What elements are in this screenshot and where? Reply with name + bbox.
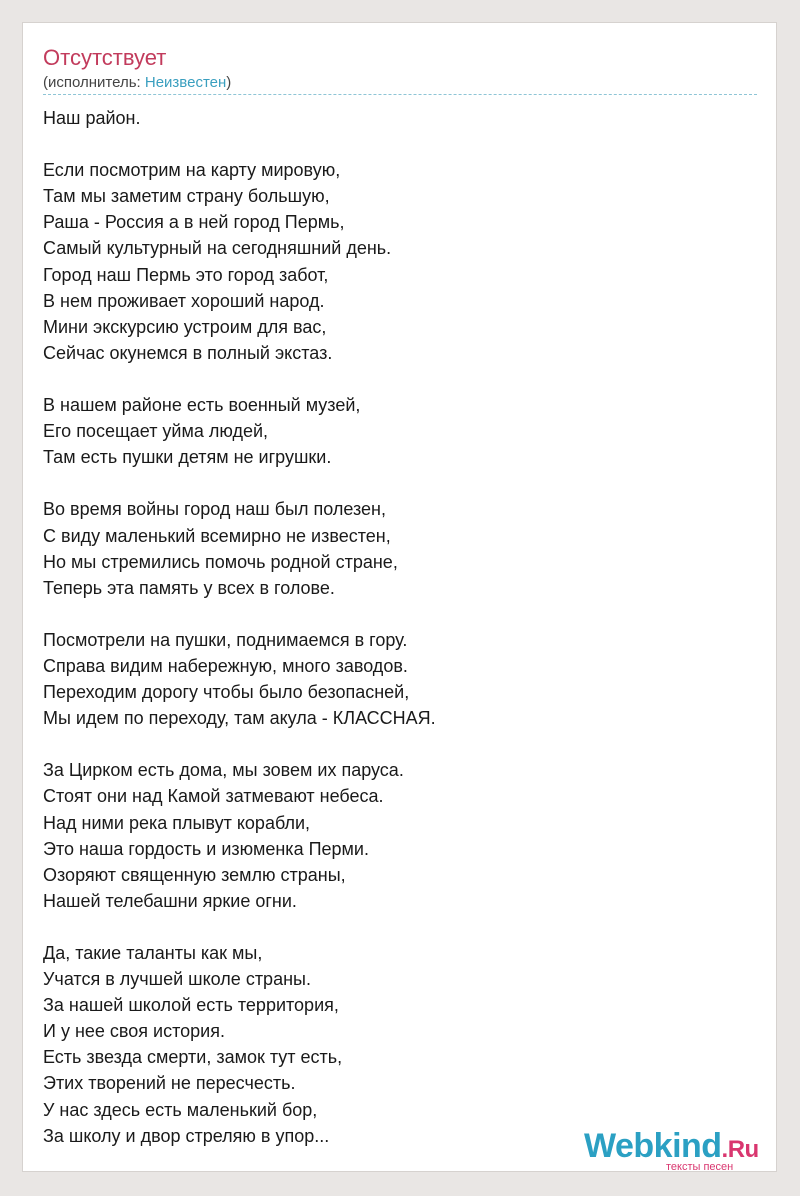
stanza [43,757,753,914]
lyric-line: В нем проживает хороший народ. [43,290,325,311]
lyric-line: Его посещает уйма людей, [43,421,269,442]
lyric-line: Мини экскурсию устроим для вас, [43,316,327,337]
lyric-line: Если посмотрим на карту мировую, [43,160,341,181]
logo-tagline: тексты песен [666,1161,734,1173]
lyric-line: Теперь эта память у всех в голове. [43,577,335,598]
lyric-line: Там есть пушки детям не игрушки. [43,447,332,468]
lyric-line: Переходим дорогу чтобы было безопасней, [43,682,410,703]
lyric-line: Посмотрели на пушки, поднимаемся в гору. [43,629,408,650]
artist-prefix: (исполнитель: [43,74,145,91]
logo-main-text: Webkind [584,1127,722,1165]
lyric-line: Над ними река плывут корабли, [43,812,311,833]
lyric-line: С виду маленький всемирно не известен, [43,525,391,546]
lyric-line: Самый культурный на сегодняшний день. [43,238,392,259]
lyric-line: Но мы стремились помочь родной стране, [43,551,398,572]
lyrics-card [22,22,777,1172]
lyric-line: В нашем районе есть военный музей, [43,395,361,416]
lyric-line: Учатся в лучшей школе страны. [43,969,311,990]
lyric-line: Раша - Россия а в ней город Пермь, [43,212,345,233]
lyric-line: У нас здесь есть маленький бор, [43,1099,318,1120]
stanza [43,157,753,366]
lyric-line: Во время войны город наш был полезен, [43,499,386,520]
stanza [43,627,753,731]
lyric-line: Наш район. [43,108,141,128]
artist-line [43,72,231,94]
lyric-line: Стоят они над Камой затмевают небеса. [43,786,384,807]
lyric-line: Город наш Пермь это город забот, [43,264,329,285]
stanza [43,496,753,600]
lyric-line: Сейчас окунемся в полный экстаз. [43,342,333,363]
lyric-line: И у нее своя история. [43,1021,225,1042]
lyric-line: Мы идем по переходу, там акула - КЛАССНАЯ. [43,708,436,729]
lyric-line: Есть звезда смерти, замок тут есть, [43,1047,343,1068]
lyric-line: За Цирком есть дома, мы зовем их паруса. [43,760,404,781]
title-divider [43,94,757,95]
artist-suffix: ) [226,74,232,91]
lyric-line: Это наша гордость и изюменка Перми. [43,838,369,859]
stanza [43,105,753,131]
lyric-line: Озоряют священную землю страны, [43,864,346,885]
lyric-line: Там мы заметим страну большую, [43,186,330,207]
logo-tld: .Ru [721,1136,759,1163]
lyric-line: Нашей телебашни яркие огни. [43,890,297,911]
lyric-line: Справа видим набережную, много заводов. [43,655,408,676]
lyrics-text [43,105,753,1149]
lyric-line: За нашей школой есть территория, [43,995,339,1016]
stanza [43,940,753,1149]
lyric-line: Этих творений не пересчесть. [43,1073,296,1094]
song-title: Отсутствует [43,45,167,70]
artist-link[interactable]: Неизвестен [144,74,227,91]
lyric-line: Да, такие таланты как мы, [43,943,263,963]
stanza [43,392,753,470]
lyric-line: За школу и двор стреляю в упор... [43,1125,330,1146]
webkind-logo[interactable] [584,1126,784,1174]
